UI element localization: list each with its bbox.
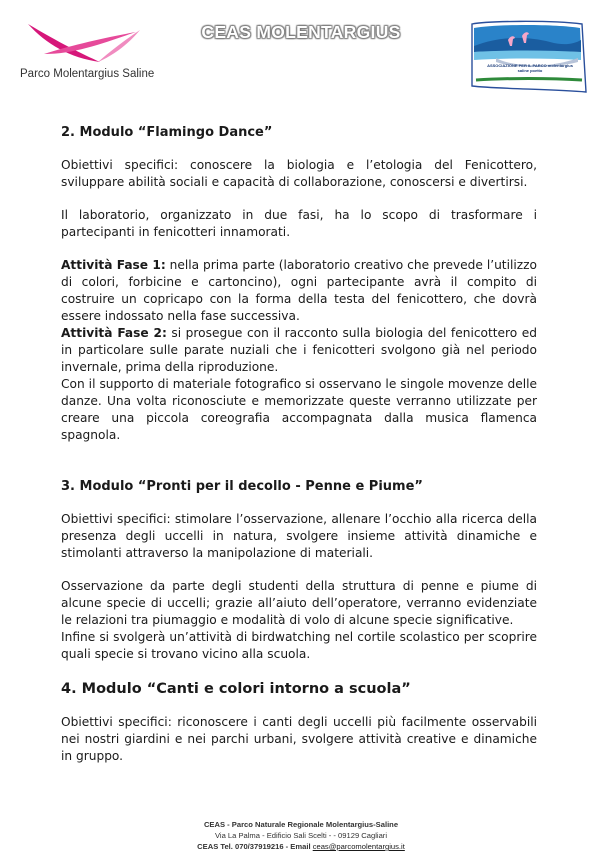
fase2-label: Attività Fase 2: xyxy=(61,326,167,340)
footer-contacts: CEAS Tel. 070/37919216 - Email ceas@parcomolentargius.it xyxy=(197,842,405,851)
fase2-text: si prosegue con il racconto sulla biologia del fenicottero ed in particolare sulle parate nuziali che i fenicotteri svolgono già nel periodo invernale, prima della riproduzione. xyxy=(61,326,537,374)
document-body xyxy=(61,124,537,765)
page-footer xyxy=(0,819,602,852)
flamingo-landscape-icon xyxy=(466,18,590,94)
footer-address: Via La Palma - Edificio Sali Scelti - - 09129 Cagliari xyxy=(214,831,388,840)
page-header xyxy=(0,0,602,100)
section-4-heading: 4. Modulo “Canti e colori intorno a scuola” xyxy=(61,681,411,697)
fase1-text: nella prima parte (laboratorio creativo che prevede l’utilizzo di colori, forbicine e cartoncino), ogni partecipante avrà il compito di costruire un copricapo con la forma della testa del fenicottero, che dovrà essere indossato nella fase successiva. xyxy=(61,258,537,323)
section-2-fase2 xyxy=(61,325,537,376)
header-title: CEAS MOLENTARGIUS xyxy=(201,22,401,42)
associazione-parco-logo xyxy=(466,18,590,94)
footer-org: CEAS - Parco Naturale Regionale Molentargius-Saline xyxy=(203,820,399,829)
logo-left-text: Parco Molentargius Saline xyxy=(20,68,155,80)
section-2-intro: Il laboratorio, organizzato in due fasi, ha lo scopo di trasformare i partecipanti in fenicotteri innamorati. xyxy=(61,208,537,239)
section-2-heading: 2. Modulo “Flamingo Dance” xyxy=(61,125,273,140)
section-2-objectives: Obiettivi specifici: conoscere la biologia e l’etologia del Fenicottero, sviluppare abilità sociali e capacità di collaborazione, conoscersi e divertirsi. xyxy=(61,158,537,189)
section-2-photo-support: Con il supporto di materiale fotografico si osservano le singole movenze delle danze. Una volta riconosciute e memorizzate queste verranno utilizzate per creare una piccola coreografia accompagnata dalla musica flamenca spagnola. xyxy=(61,377,537,442)
footer-email-link[interactable]: ceas@parcomolentargius.it xyxy=(312,842,405,851)
fase1-label: Attività Fase 1: xyxy=(61,258,166,272)
logo-right-text: ASSOCIAZIONE PER IL PARCO molentargius saline poetto xyxy=(487,63,573,73)
section-3-heading: 3. Modulo “Pronti per il decollo - Penne e Piume” xyxy=(61,479,423,494)
section-3-objectives: Obiettivi specifici: stimolare l’osservazione, allenare l’occhio alla ricerca della presenza degli uccelli in natura, svolgere insieme attività dinamiche e stimolanti attraverso la manipolazione di materiali. xyxy=(61,512,537,560)
section-4-objectives: Obiettivi specifici: riconoscere i canti degli uccelli più facilmente osservabili nei nostri giardini e nei parchi urbani, svolgere attività creative e dinamiche in gruppo. xyxy=(61,715,537,763)
section-2-fase1 xyxy=(61,257,537,325)
section-3-observation: Osservazione da parte degli studenti della struttura di penne e piume di alcune specie di uccelli; grazie all’aiuto dell’operatore, verranno evidenziate le relazioni tra piumaggio e modalità di volo di alcune specie significative. xyxy=(61,579,537,627)
section-3-birdwatching: Infine si svolgerà un’attività di birdwatching nel cortile scolastico per scoprire quali specie si trovano vicino alla scuola. xyxy=(61,630,537,661)
